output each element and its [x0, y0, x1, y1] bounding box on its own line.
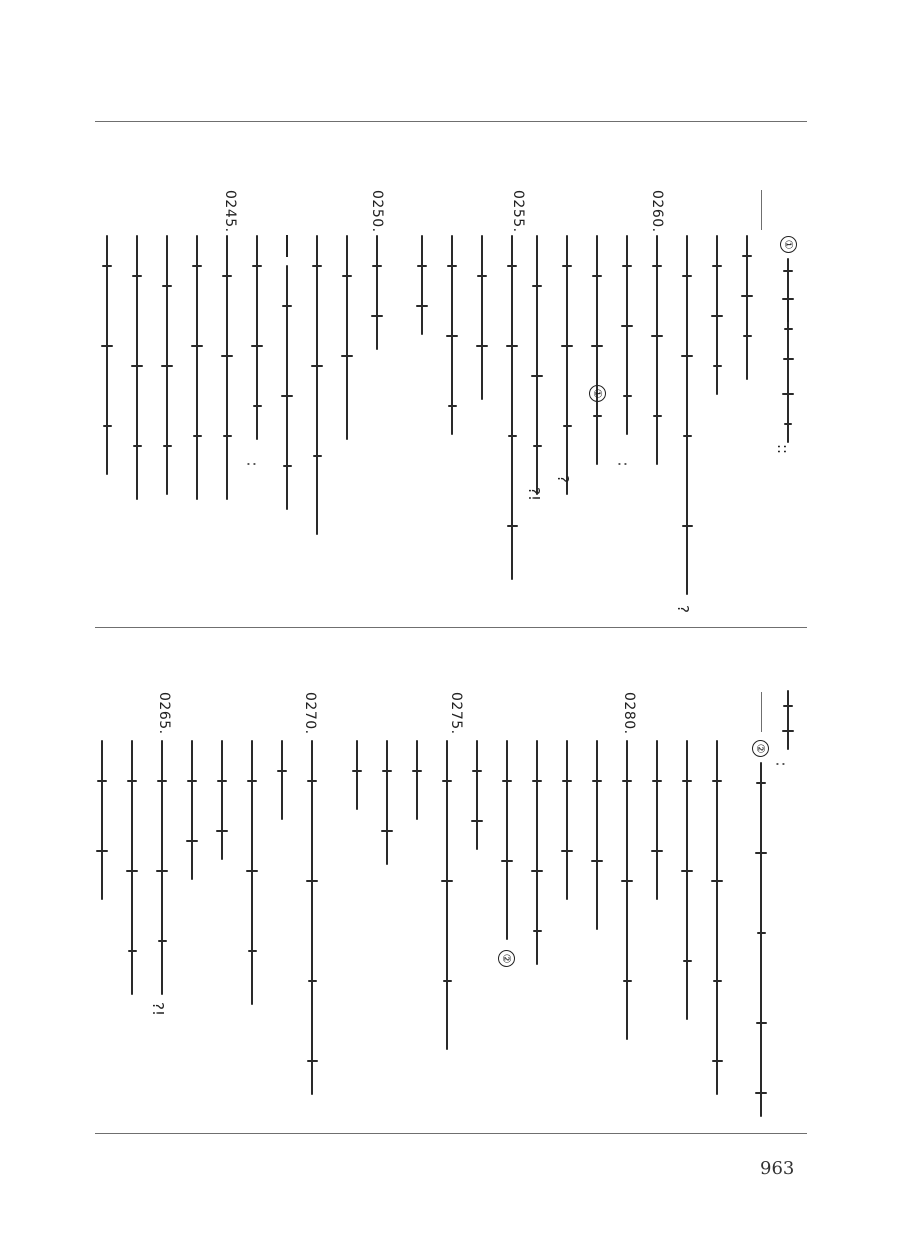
text-column	[370, 235, 384, 350]
page-number: 963	[760, 1158, 795, 1179]
footnote-marker-2: ②	[752, 740, 769, 757]
text-column	[530, 740, 544, 965]
middle-rule	[95, 627, 807, 628]
top-rule	[95, 121, 807, 122]
text-column	[340, 235, 354, 440]
text-column	[415, 235, 429, 335]
text-column	[410, 740, 424, 820]
text-column	[95, 740, 109, 900]
text-column	[710, 235, 724, 395]
text-column	[280, 265, 294, 510]
footnote-text-col	[781, 258, 795, 443]
line-number-0255: 0255.	[510, 190, 526, 233]
text-column	[740, 235, 754, 380]
text-column	[215, 740, 229, 860]
footnote-separator-top	[761, 190, 762, 230]
line-number-0270: 0270.	[302, 692, 318, 735]
line-number-0250: 0250.	[369, 190, 385, 233]
text-column	[590, 740, 604, 930]
footnote-separator-bottom	[761, 692, 762, 732]
line-number-0260: 0260.	[649, 190, 665, 233]
text-column	[130, 235, 144, 500]
question-mark: ?	[553, 475, 572, 483]
text-column	[250, 235, 264, 440]
question-exclaim: ?!	[148, 1002, 167, 1016]
text-column	[470, 740, 484, 850]
footnote-text-col-2b	[754, 762, 768, 1117]
text-column	[190, 235, 204, 500]
text-column	[440, 740, 454, 1050]
text-column	[245, 740, 259, 1005]
text-column	[620, 740, 634, 1040]
text-column	[305, 740, 319, 1095]
colon: :	[243, 461, 262, 467]
line-number-0265: 0265.	[156, 692, 172, 735]
line-number-0280: 0280.	[621, 692, 637, 735]
text-column	[500, 740, 514, 940]
text-column	[185, 740, 199, 880]
text-column	[475, 235, 489, 400]
text-column	[680, 235, 694, 595]
text-column	[560, 235, 574, 495]
text-column	[505, 235, 519, 580]
text-column	[155, 740, 169, 995]
footnote-colon: ::	[774, 443, 793, 455]
line-number-0245: 0245.	[222, 190, 238, 233]
inline-marker-1: ①	[589, 385, 606, 402]
text-column	[560, 740, 574, 900]
text-column	[100, 235, 114, 475]
text-column	[590, 235, 604, 465]
footnote-marker-1: ①	[780, 236, 797, 253]
text-column	[310, 235, 324, 535]
footnote-colon-2: :	[772, 761, 791, 767]
text-column	[160, 235, 174, 495]
em-dash	[286, 235, 288, 257]
text-column	[620, 235, 634, 435]
text-column	[350, 740, 364, 810]
text-column	[380, 740, 394, 865]
text-column	[445, 235, 459, 435]
question-mark: ?	[673, 605, 692, 613]
inline-marker-2: ②	[498, 950, 515, 967]
text-column	[650, 235, 664, 465]
footnote-dash	[787, 300, 789, 322]
text-column	[710, 740, 724, 1095]
line-number-0275: 0275.	[448, 692, 464, 735]
text-column	[650, 740, 664, 900]
text-column	[275, 740, 289, 820]
text-column	[220, 235, 234, 500]
colon: :	[614, 461, 633, 467]
text-column	[680, 740, 694, 1020]
footnote-text-col-2	[781, 690, 795, 750]
bottom-rule	[95, 1133, 807, 1134]
question-exclaim: ?!	[524, 487, 543, 501]
text-column	[125, 740, 139, 995]
text-column	[530, 235, 544, 495]
